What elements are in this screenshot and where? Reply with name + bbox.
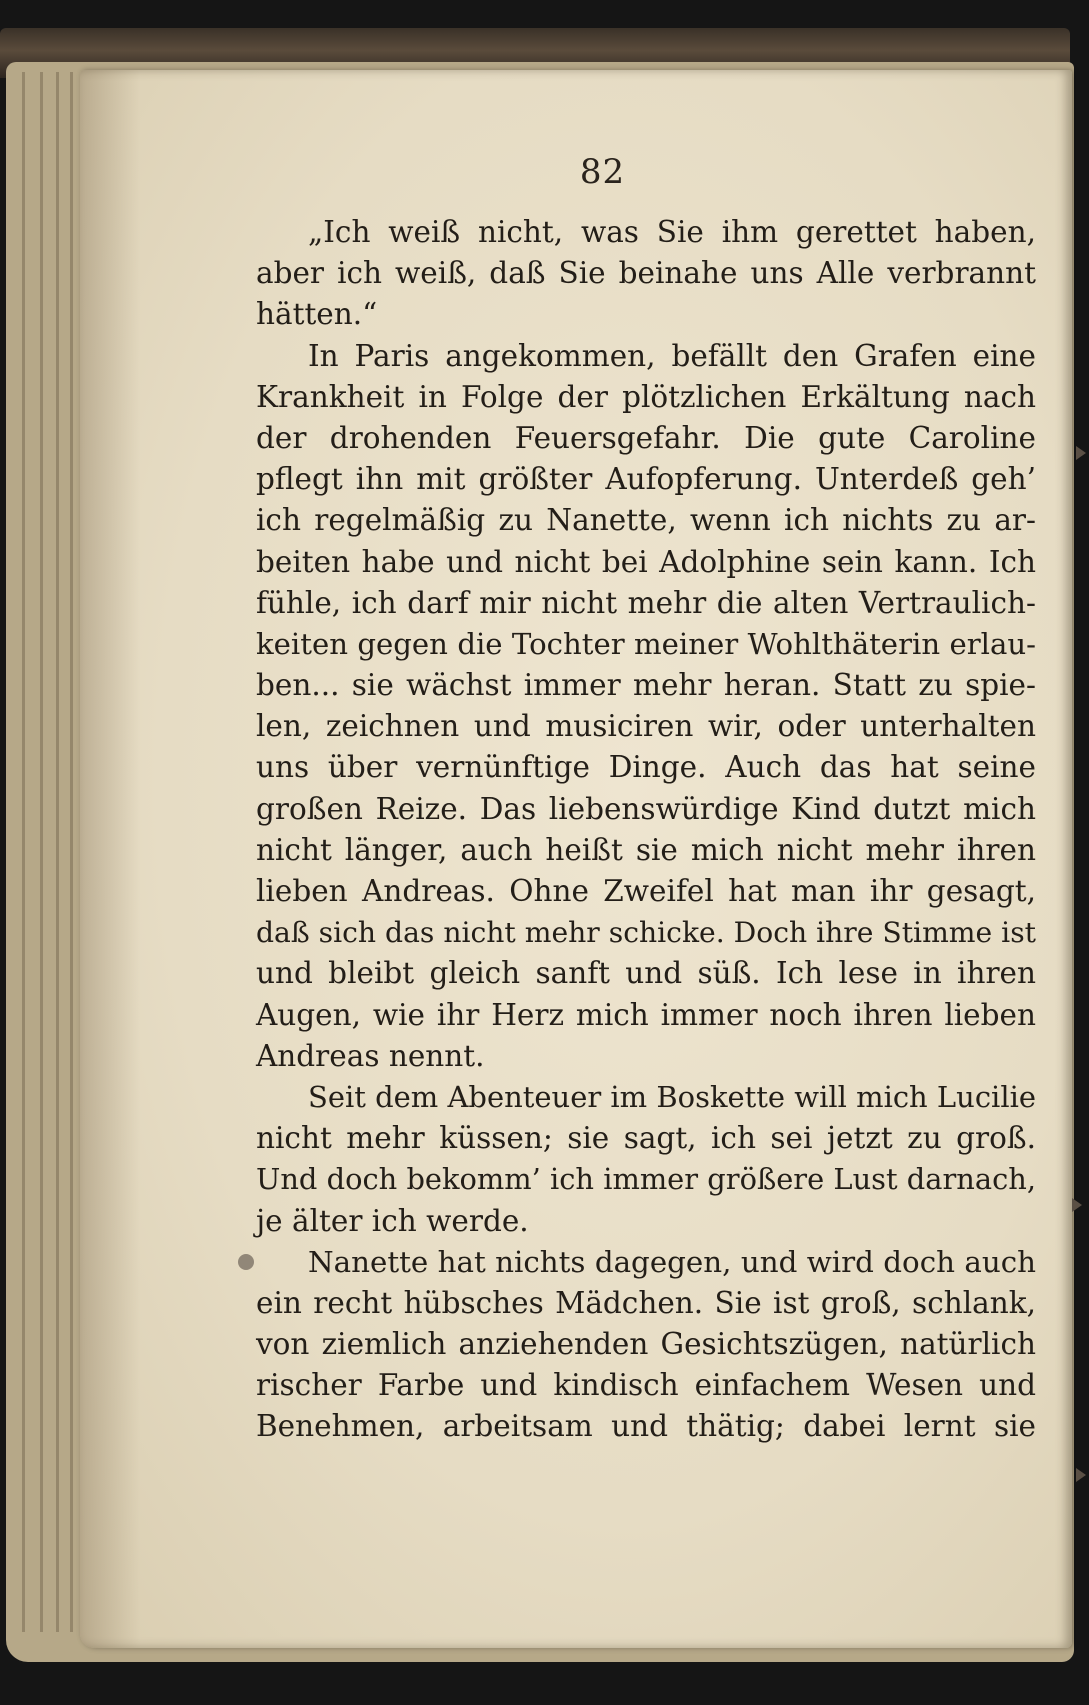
text-line: beiten habe und nicht bei Adolphine sein kann. Ich bbox=[256, 544, 1036, 579]
text-line: ein recht hübsches Mädchen. Sie ist groß, schlank, bbox=[256, 1285, 1036, 1320]
text-line: der drohenden Feuersgefahr. Die gute Caroline bbox=[256, 420, 1036, 455]
text-line: nicht länger, auch heißt sie mich nicht mehr ihren bbox=[256, 832, 1036, 867]
text-line: Und doch bekomm’ ich immer größere Lust darnach, bbox=[256, 1162, 1036, 1197]
page-number: 82 bbox=[579, 152, 626, 192]
text-line: pflegt ihn mit größter Aufopferung. Unterdeß geh’ bbox=[256, 462, 1036, 497]
text-line: rischer Farbe und kindisch einfachem Wesen und bbox=[256, 1368, 1036, 1403]
text-line: je älter ich werde. bbox=[256, 1203, 529, 1238]
page-edge-line bbox=[22, 72, 25, 1632]
page-edge-line bbox=[56, 72, 59, 1632]
text-line: keiten gegen die Tochter meiner Wohlthäterin erlau- bbox=[256, 626, 1036, 661]
ink-spot bbox=[238, 1254, 254, 1270]
page-edge-line bbox=[70, 72, 73, 1632]
body-text bbox=[256, 212, 1036, 1448]
text-line: hätten.“ bbox=[256, 297, 378, 332]
text-line: fühle, ich darf mir nicht mehr die alten Vertraulich- bbox=[256, 585, 1036, 620]
text-line: „Ich weiß nicht, was Sie ihm gerettet haben, bbox=[308, 215, 1036, 249]
page-edge-mark bbox=[1072, 1198, 1082, 1212]
gutter-shadow bbox=[80, 70, 140, 1648]
text-line: aber ich weiß, daß Sie beinahe uns Alle verbrannt bbox=[256, 256, 1036, 291]
page-edge-mark bbox=[1076, 1468, 1086, 1482]
text-line: von ziemlich anziehenden Gesichtszügen, natürlich bbox=[256, 1327, 1036, 1362]
text-line: Seit dem Abenteuer im Boskette will mich Lucilie bbox=[308, 1079, 1036, 1114]
text-line: len, zeichnen und musiciren wir, oder unterhalten bbox=[256, 709, 1036, 744]
text-line: lieben Andreas. Ohne Zweifel hat man ihr gesagt, bbox=[256, 874, 1036, 908]
text-line: In Paris angekommen, befällt den Grafen eine bbox=[308, 338, 1036, 373]
page-edge-mark bbox=[1076, 446, 1086, 460]
text-line: uns über vernünftige Dinge. Auch das hat seine bbox=[256, 750, 1036, 785]
text-line: Augen, wie ihr Herz mich immer noch ihren lieben bbox=[256, 997, 1036, 1032]
page-edge-line bbox=[40, 72, 43, 1632]
text-line: großen Reize. Das liebenswürdige Kind dutzt mich bbox=[256, 791, 1036, 826]
text-line: ben... sie wächst immer mehr heran. Statt zu spie- bbox=[256, 668, 1036, 703]
text-line: Krankheit in Folge der plötzlichen Erkältung nach bbox=[256, 379, 1036, 414]
text-line: Nanette hat nichts dagegen, und wird doch auch bbox=[308, 1244, 1036, 1279]
text-line: Andreas nennt. bbox=[256, 1038, 485, 1073]
text-line: Benehmen, arbeitsam und thätig; dabei lernt sie bbox=[256, 1409, 1036, 1444]
text-line: daß sich das nicht mehr schicke. Doch ihre Stimme ist bbox=[256, 916, 1036, 950]
text-line: und bleibt gleich sanft und süß. Ich lese in ihren bbox=[256, 956, 1036, 991]
text-line: nicht mehr küssen; sie sagt, ich sei jetzt zu groß. bbox=[256, 1121, 1036, 1156]
text-line: ich regelmäßig zu Nanette, wenn ich nichts zu ar- bbox=[256, 503, 1036, 538]
